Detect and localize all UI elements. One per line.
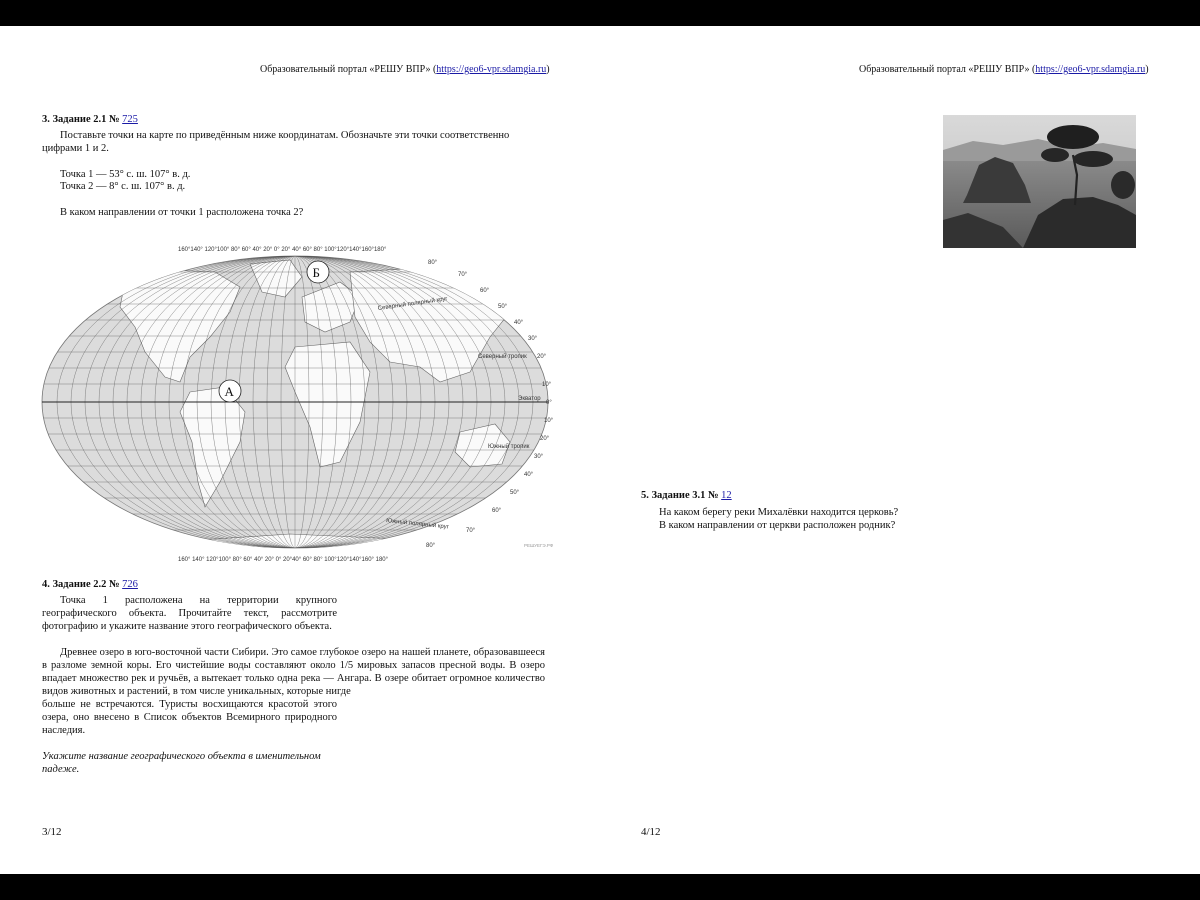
map-lat-label: 60° — [492, 508, 502, 514]
page-header — [859, 64, 1149, 75]
map-bottom-lon-labels: 160° 140° 120°100° 80° 60° 40° 20° 0° 20°40° 60° 80° 100°120°140°160° 180° — [178, 557, 389, 562]
task5-line2: В каком направлении от церкви расположен родник? — [659, 520, 896, 531]
map-lat-label: 30° — [534, 454, 544, 460]
task4-text-narrow: больше не встречаются. Туристы восхищаются красотой этого озера, оно внесено в Список объектов Всемирного природного наследия. — [42, 699, 337, 736]
map-lat-label: 40° — [524, 472, 534, 478]
map-lat-label: 20° — [537, 354, 547, 360]
svg-text:А: А — [224, 384, 234, 399]
map-lat-label: 70° — [458, 272, 468, 278]
map-top-lon-labels: 160°140° 120°100° 80° 60° 40° 20° 0° 20° 40° 60° 80° 100°120°140°160°180° — [178, 247, 387, 253]
task4-answer-note: Укажите название географического объекта в именительном падеже. — [42, 751, 321, 775]
task5-number-link[interactable]: 12 — [721, 490, 732, 501]
header-link[interactable]: https://geo6-vpr.sdamgia.ru — [436, 64, 547, 75]
world-map — [40, 242, 560, 562]
svg-text:Б: Б — [312, 265, 320, 280]
map-lat-label: 70° — [466, 528, 476, 534]
map-lat-label: 10° — [542, 382, 552, 388]
map-lat-label: 50° — [510, 490, 520, 496]
map-point-a — [219, 380, 241, 402]
page-header — [260, 64, 550, 75]
map-lat-label: 20° — [540, 436, 550, 442]
map-lat-label: 10° — [544, 418, 554, 424]
map-lat-label: 80° — [428, 260, 438, 266]
task4-text-wide: Древнее озеро в юго-восточной части Сибири. Это самое глубокое озеро на нашей планете, образовавшееся в разломе земной коры. Его чистейшие воды составляют около 1/5 мировых запасов пресной воды. В озеро впадает множество рек и ручьёв, а вытекает только одна река — Ангара. В озере обитает огромное количество видов животных и растений, в том числе уникальных, которые нигде — [42, 647, 545, 697]
task5-line1: На каком берегу реки Михалёвки находится церковь? — [659, 507, 899, 518]
header-suffix: ) — [1145, 64, 1149, 75]
map-equator: Экватор — [518, 396, 541, 402]
header-text: Образовательный портал «РЕШУ ВПР» ( — [859, 64, 1036, 75]
task3-point1: Точка 1 — 53° с. ш. 107° в. д. — [60, 169, 191, 180]
map-lat-label: 50° — [498, 304, 508, 310]
map-point-b — [307, 261, 329, 283]
task5-title — [641, 490, 732, 501]
map-tropic-south: Южный тропик — [488, 444, 530, 450]
task3-instruction: Поставьте точки на карте по приведённым ниже координатам. Обозначьте эти точки соответственно цифрами 1 и 2. — [42, 130, 510, 154]
map-lat-label: 30° — [528, 336, 538, 342]
map-watermark: РЕШУЕГЭ.РФ — [524, 543, 554, 548]
task4-title-text: 4. Задание 2.2 № — [42, 579, 123, 590]
task3-question: В каком направлении от точки 1 расположена точка 2? — [60, 207, 304, 218]
map-tropic-north: Северный тропик — [478, 354, 527, 360]
baikal-photo — [943, 115, 1136, 248]
page-number: 4/12 — [641, 826, 661, 838]
page-right — [600, 26, 1200, 874]
task4-intro: Точка 1 расположена на территории крупного географического объекта. Прочитайте текст, рассмотрите фотографию и укажите название этого географического объекта. — [42, 595, 337, 632]
header-text: Образовательный портал «РЕШУ ВПР» ( — [260, 64, 437, 75]
map-lat-label: 40° — [514, 320, 524, 326]
header-suffix: ) — [546, 64, 550, 75]
map-antarctic-circle: Южный полярный круг — [385, 518, 450, 531]
header-link[interactable]: https://geo6-vpr.sdamgia.ru — [1035, 64, 1146, 75]
task3-title — [42, 114, 138, 125]
map-lat-label: 0° — [546, 400, 552, 406]
map-arctic-circle: Северный полярный круг — [377, 296, 448, 312]
task3-title-text: 3. Задание 2.1 № — [42, 114, 123, 125]
task4-title — [42, 579, 138, 590]
task4-number-link[interactable]: 726 — [122, 579, 138, 590]
page-left — [0, 26, 600, 874]
page-number: 3/12 — [42, 826, 62, 838]
map-lat-label: 80° — [426, 543, 436, 549]
map-lat-label: 60° — [480, 288, 490, 294]
task3-number-link[interactable]: 725 — [122, 114, 138, 125]
task3-point2: Точка 2 — 8° с. ш. 107° в. д. — [60, 181, 186, 192]
task5-title-text: 5. Задание 3.1 № — [641, 490, 722, 501]
